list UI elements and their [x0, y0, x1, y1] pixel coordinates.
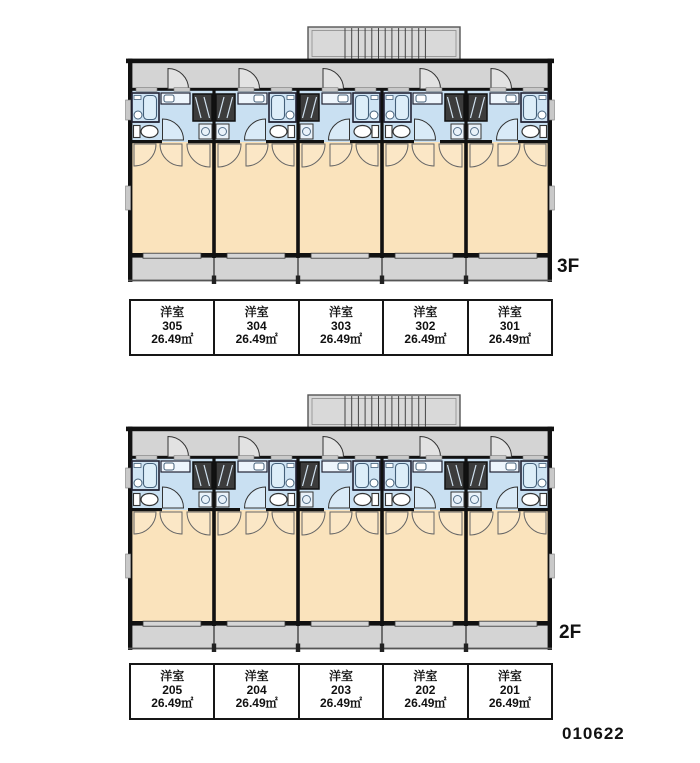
- unit-cell: [298, 665, 382, 718]
- floorplan-2f: [122, 388, 558, 656]
- plan-code: 010622: [562, 724, 625, 743]
- room-area: 26.49㎡: [235, 332, 278, 346]
- room-number: 301: [499, 318, 520, 333]
- room-area: 26.49㎡: [320, 332, 363, 346]
- unit-cell: [213, 665, 297, 718]
- room-type: 洋室: [160, 669, 185, 683]
- unit-cell: [298, 301, 382, 354]
- room-area: 26.49㎡: [151, 332, 194, 346]
- floor-label-3f: 3F: [557, 256, 580, 277]
- room-number: 203: [331, 682, 352, 697]
- unit-table-2f: [129, 663, 553, 720]
- room-type: 洋室: [413, 305, 438, 319]
- room-number: 302: [415, 318, 436, 333]
- room-area: 26.49㎡: [488, 696, 531, 710]
- room-number: 303: [331, 318, 352, 333]
- room-type: 洋室: [244, 305, 269, 319]
- room-area: 26.49㎡: [320, 696, 363, 710]
- room-type: 洋室: [160, 305, 185, 319]
- unit-cell: [382, 665, 466, 718]
- unit-cell: [131, 665, 213, 718]
- unit-cell: [131, 301, 213, 354]
- room-type: 洋室: [413, 669, 438, 683]
- unit-cell: [382, 301, 466, 354]
- room-area: 26.49㎡: [404, 696, 447, 710]
- room-area: 26.49㎡: [235, 696, 278, 710]
- room-area: 26.49㎡: [151, 696, 194, 710]
- unit-cell: [467, 301, 551, 354]
- room-type: 洋室: [497, 669, 522, 683]
- unit-cell: [467, 665, 551, 718]
- room-type: 洋室: [329, 669, 354, 683]
- room-type: 洋室: [244, 669, 269, 683]
- floor-label-2f: 2F: [559, 622, 582, 643]
- unit-table-3f: [129, 299, 553, 356]
- room-number: 201: [499, 682, 520, 697]
- room-number: 304: [246, 318, 267, 333]
- unit-cell: [213, 301, 297, 354]
- room-type: 洋室: [329, 305, 354, 319]
- room-area: 26.49㎡: [488, 332, 531, 346]
- room-number: 305: [162, 318, 183, 333]
- room-area: 26.49㎡: [404, 332, 447, 346]
- room-type: 洋室: [497, 305, 522, 319]
- room-number: 204: [246, 682, 267, 697]
- floorplan-3f: [122, 20, 558, 288]
- room-number: 205: [162, 682, 183, 697]
- room-number: 202: [415, 682, 436, 697]
